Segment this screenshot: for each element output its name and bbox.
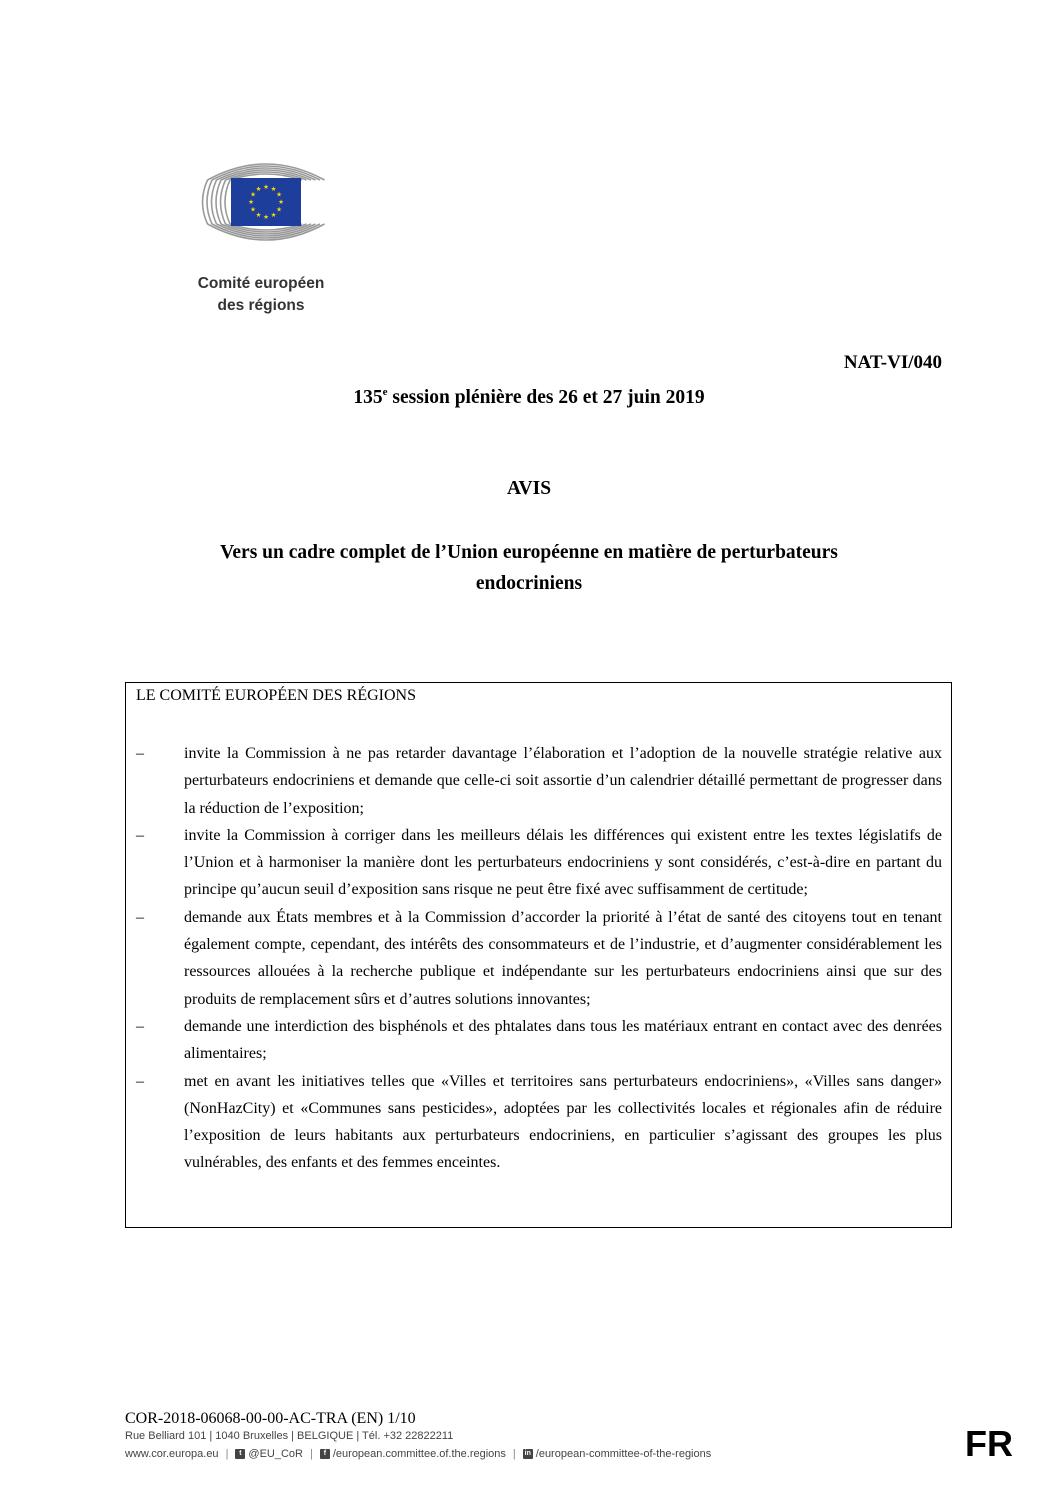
language-code: FR — [965, 1423, 1013, 1464]
star-icon: ★ — [278, 199, 284, 207]
star-icon: ★ — [270, 186, 277, 194]
title-line-1: Vers un cadre complet de l’Union européenne en matière de perturbateurs — [220, 542, 838, 563]
session-line — [0, 386, 1058, 409]
list-item-text: demande une interdiction des bisphénols et des phtalates dans tous les matériaux entrant en contact avec des denrées alimentaires; — [184, 1017, 942, 1063]
summary-box — [125, 682, 952, 1228]
star-icon: ★ — [250, 191, 256, 199]
list-item — [136, 822, 942, 904]
list-item-text: invite la Commission à corriger dans les meilleurs délais les différences qui existent entre les textes législatifs de l’Union et à harmoniser la manière dont les perturbateurs endocriniens y sont considérés, c’est-à-dire en partant du principe qu’aucun seuil d’exposition sans risque ne peut être fixé avec suffisamment de certitude; — [184, 826, 942, 899]
twitter-link[interactable]: @EU_CoR — [248, 1448, 303, 1460]
list-item-text: met en avant les initiatives telles que «Villes et territoires sans perturbateurs endocriniens», «Villes sans danger» (NonHazCity) et «Communes sans pesticides», adoptées par les collectivités locales et régionales afin de réduire l’exposition de leurs habitants aux perturbateurs endocriniens, en particulier s’agissant des groupes les plus vulnérables, des enfants et des femmes enceintes. — [184, 1072, 942, 1172]
star-icon: ★ — [248, 199, 254, 207]
session-suffix: e — [382, 386, 388, 398]
summary-heading: LE COMITÉ EUROPÉEN DES RÉGIONS — [136, 687, 416, 704]
twitter-icon: t — [235, 1449, 245, 1459]
list-item — [136, 1068, 942, 1177]
website-link[interactable]: www.cor.europa.eu — [125, 1448, 219, 1460]
dash-bullet: – — [136, 908, 144, 926]
session-text: session plénière des 26 et 27 juin 2019 — [387, 387, 705, 408]
linkedin-icon: in — [524, 1450, 531, 1457]
dash-bullet: – — [136, 745, 144, 762]
document-reference: NAT-VI/040 — [843, 352, 942, 373]
footer-links: www.cor.europa.eu | t @EU_CoR | f /european.committee.of.the.regions | in /european-committee-of-the-regions — [125, 1448, 712, 1460]
dash-bullet: – — [136, 1017, 144, 1035]
list-item — [136, 740, 942, 822]
star-icon: ★ — [276, 191, 282, 199]
star-icon: ★ — [263, 184, 269, 192]
facebook-icon: f — [320, 1449, 330, 1459]
logo-line-2: des régions — [217, 297, 305, 314]
linkedin-link[interactable]: /european-committee-of-the-regions — [535, 1448, 712, 1460]
summary-list — [136, 740, 942, 1177]
star-icon: ★ — [250, 206, 256, 214]
footer-doc-ref: COR-2018-06068-00-00-AC-TRA (EN) 1/10 — [125, 1410, 416, 1427]
footer-address: Rue Belliard 101 | 1040 Bruxelles | BELGIQUE | Tél. +32 22822211 — [125, 1430, 454, 1442]
document-title — [100, 537, 958, 599]
star-icon: ★ — [263, 214, 269, 222]
logo-line-1: Comité européen — [197, 275, 325, 292]
star-icon: ★ — [255, 212, 262, 220]
dash-bullet: – — [136, 1072, 144, 1090]
star-icon: ★ — [270, 212, 277, 220]
list-item — [136, 904, 942, 1013]
document-type: AVIS — [506, 478, 552, 499]
star-icon: ★ — [255, 186, 262, 194]
session-number: 135 — [353, 387, 383, 408]
list-item — [136, 1013, 942, 1068]
eu-flag-icon — [186, 150, 346, 250]
star-icon: ★ — [276, 206, 282, 214]
dash-bullet: – — [136, 826, 144, 844]
facebook-link[interactable]: /european.committee.of.the.regions — [332, 1448, 506, 1460]
title-line-2: endocriniens — [475, 573, 583, 594]
list-item-text: demande aux États membres et à la Commission d’accorder la priorité à l’état de santé des citoyens tout en tenant également compte, cependant, des intérêts des consommateurs et de l’industrie, et d’augmenter considérablement les ressources allouées à la recherche publique et indépendante sur les perturbateurs endocriniens ainsi que sur des produits de remplacement sûrs et d’autres solutions innovantes; — [184, 908, 942, 1008]
list-item-text: invite la Commission à ne pas retarder davantage l’élaboration et l’adoption de la nouvelle stratégie relative aux perturbateurs endocriniens et demande que celle-ci soit assortie d’un calendrier détaillé permettant de progresser dans la réduction de l’exposition; — [184, 745, 942, 817]
logo-wordmark — [186, 273, 336, 317]
